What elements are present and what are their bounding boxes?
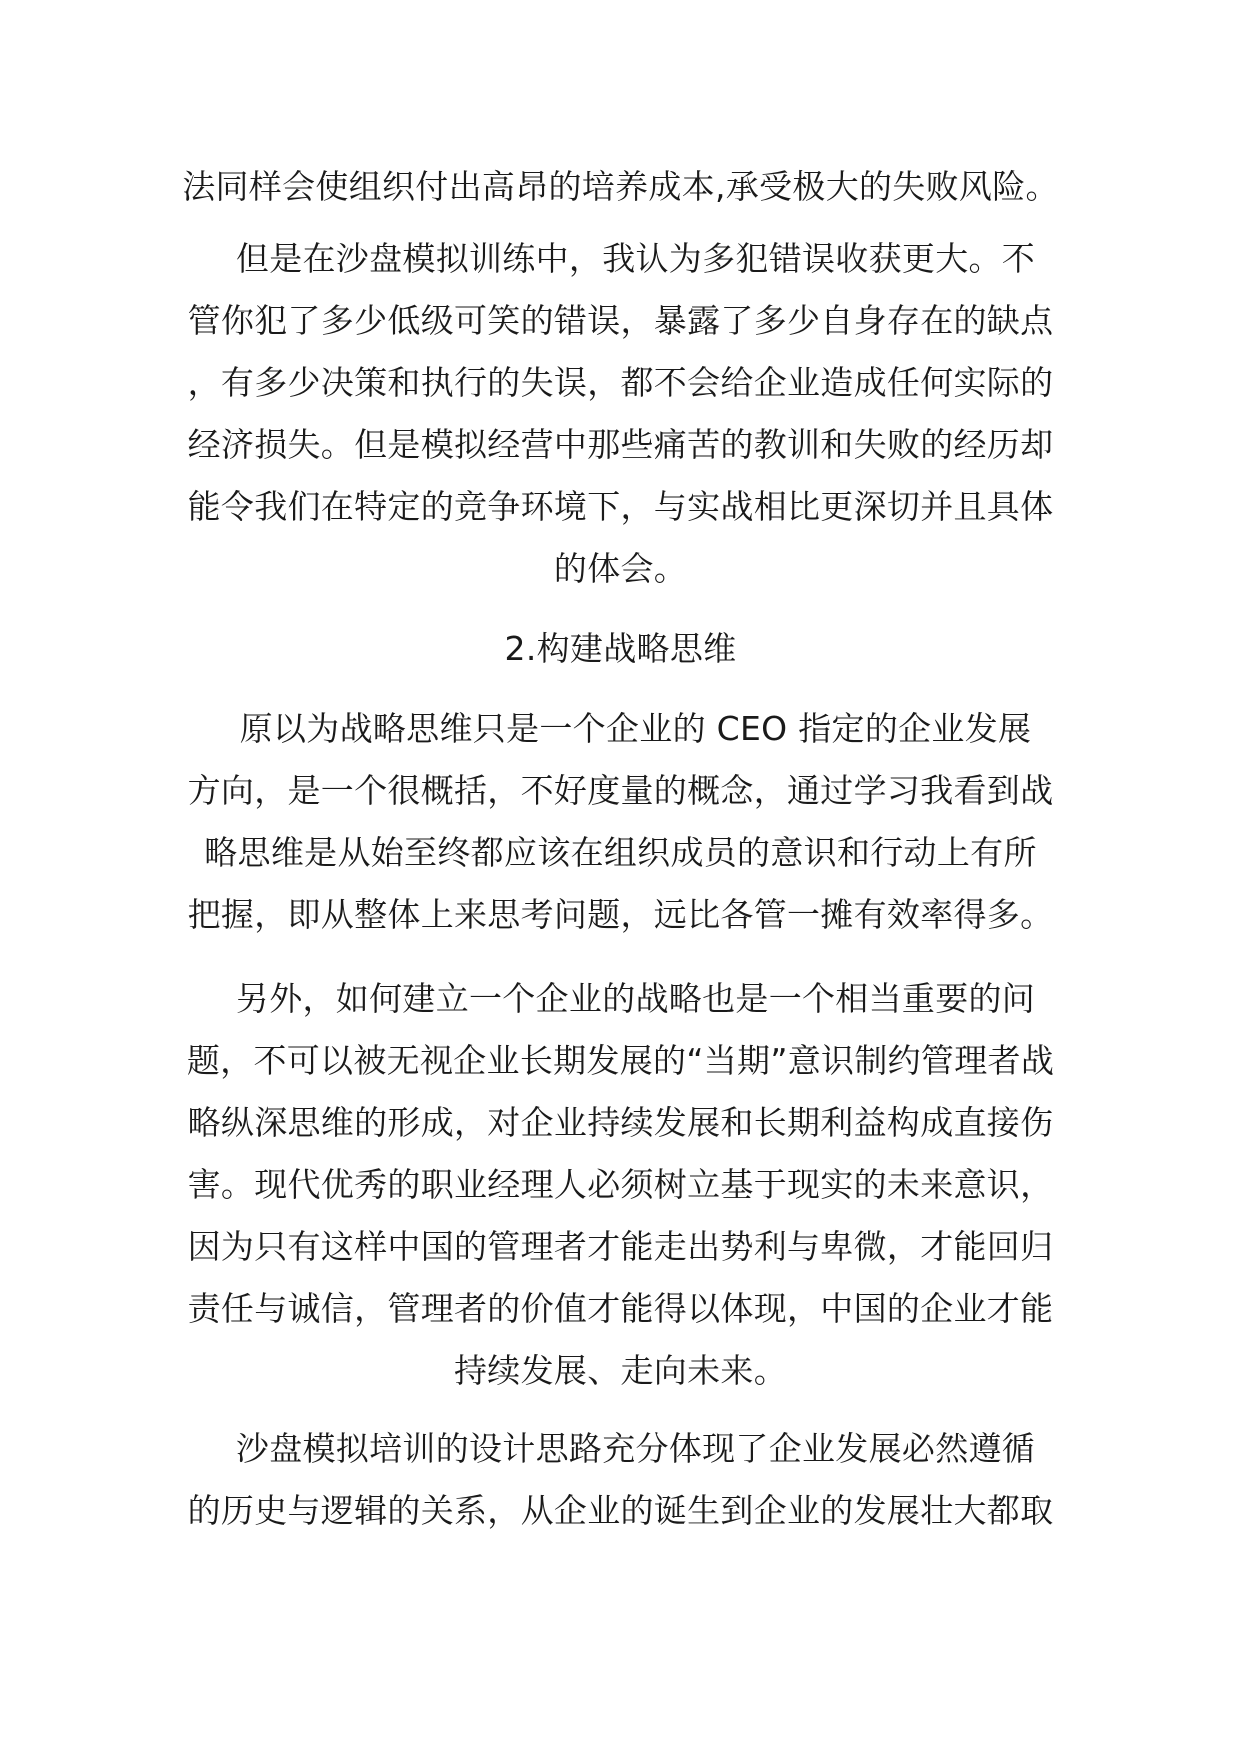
text-line: 把握，即从整体上来思考问题，远比各管一摊有效率得多。 xyxy=(187,895,1054,934)
text-line: 能令我们在特定的竞争环境下，与实战相比更深切并且具体 xyxy=(187,487,1054,526)
text-line: 略思维是从始至终都应该在组织成员的意识和行动上有所 xyxy=(204,833,1037,872)
text-line: 法同样会使组织付出高昂的培养成本,承受极大的失败风险。 xyxy=(182,167,1059,206)
text-line: 经济损失。但是模拟经营中那些痛苦的教训和失败的经历却 xyxy=(187,425,1054,464)
text-line: 题，不可以被无视企业长期发展的“当期”意识制约管理者战 xyxy=(186,1041,1055,1080)
paragraph-first-line: 另外，如何建立一个企业的战略也是一个相当重要的问 xyxy=(235,979,1036,1018)
section-heading: 2.构建战略思维 xyxy=(504,629,737,668)
text-line: ，有多少决策和执行的失误，都不会给企业造成任何实际的 xyxy=(187,363,1054,402)
text-line: 害。现代优秀的职业经理人必须树立基于现实的未来意识， xyxy=(187,1165,1054,1204)
text-line: 责任与诚信，管理者的价值才能得以体现，中国的企业才能 xyxy=(187,1289,1054,1328)
text-line: 的体会。 xyxy=(553,549,688,588)
text-line: 的历史与逻辑的关系，从企业的诞生到企业的发展壮大都取 xyxy=(187,1491,1054,1530)
paragraph-first-line: 原以为战略思维只是一个企业的 CEO 指定的企业发展 xyxy=(239,709,1032,748)
text-line: 因为只有这样中国的管理者才能走出势利与卑微，才能回归 xyxy=(187,1227,1054,1266)
paragraph-first-line: 但是在沙盘模拟训练中，我认为多犯错误收获更大。不 xyxy=(235,239,1036,278)
text-line: 略纵深思维的形成，对企业持续发展和长期利益构成直接伤 xyxy=(187,1103,1054,1142)
paragraph-first-line: 沙盘模拟培训的设计思路充分体现了企业发展必然遵循 xyxy=(235,1429,1036,1468)
text-line: 持续发展、走向未来。 xyxy=(454,1351,787,1390)
text-line: 方向，是一个很概括，不好度量的概念，通过学习我看到战 xyxy=(187,771,1054,810)
text-line: 管你犯了多少低级可笑的错误，暴露了多少自身存在的缺点 xyxy=(187,301,1054,340)
